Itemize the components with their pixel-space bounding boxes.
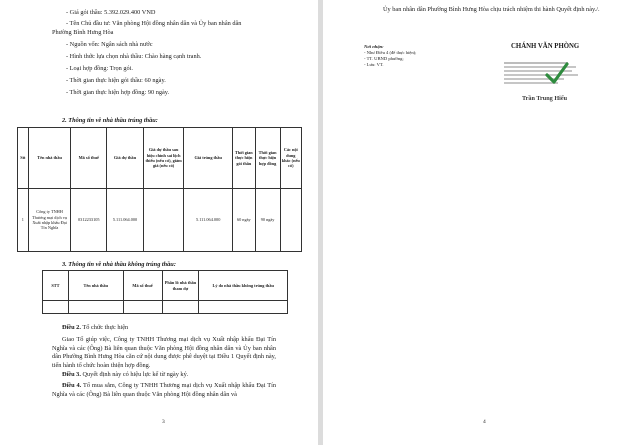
investor-line-cont: Phường Bình Hưng Hòa	[52, 29, 114, 36]
document-page-3	[0, 0, 318, 445]
recipients-heading: Nơi nhận:	[364, 44, 384, 49]
col-header-stt: STT	[43, 271, 69, 301]
article-2-body: Giao Tổ giúp việc, Công ty TNHH Thương mại dịch vụ Xuất nhập khẩu Đại Tín Nghĩa và các (Ông) Bà liên quan thuộc Văn phòng Hội đồng nhân dân và Ủy ban nhân dân Phường Bình Hưng Hòa căn cứ nội dung được phê duyệt tại Điều 1 Quyết định này, tiến hành tổ chức hoàn thiện hợp đồng.	[52, 336, 276, 369]
article-4-label: Điều 4.	[62, 382, 82, 389]
cell-contract-time: 90 ngày	[255, 189, 280, 252]
article-2-title: Tổ chức thực hiện	[82, 324, 129, 331]
signer-title: CHÁNH VĂN PHÒNG	[511, 43, 580, 50]
col-header-bid-price: Giá dự thầu	[107, 128, 144, 189]
recipient-item: - Lưu: VT.	[364, 62, 384, 67]
recipient-item: - TT. UBND phường;	[364, 56, 404, 61]
contract-type-line: - Loại hợp đồng: Trọn gói.	[66, 65, 134, 72]
contract-duration-line: - Thời gian thực hiện hợp đồng: 90 ngày.	[66, 89, 170, 96]
cell-winning-price: 5.111.064.000	[184, 189, 233, 252]
recipient-item: - Như Điều 4 (để thực hiện);	[364, 50, 417, 55]
article-2-heading	[62, 324, 128, 332]
col-header-stt: Stt	[18, 128, 29, 189]
page-number: 3	[162, 419, 165, 425]
article-4	[52, 382, 276, 399]
col-header-lot: Phần lô nhà thầu tham dự	[162, 271, 199, 301]
article-3	[62, 371, 188, 379]
section-2-heading: 2. Thông tin về nhà thầu trúng thầu:	[62, 117, 158, 124]
document-page-4	[323, 0, 640, 445]
cell-bid-price: 5.111.064.000	[107, 189, 144, 252]
col-header-tax-code: Mã số thuế	[123, 271, 162, 301]
funding-line: - Nguồn vốn: Ngân sách nhà nước	[66, 41, 153, 48]
cell-contractor: Công ty TNHH Thương mại dịch vụ Xuất nhập khẩu Đại Tín Nghĩa	[28, 189, 71, 252]
investor-line: - Tên Chủ đầu tư: Văn phòng Hội đồng nhân dân và Ủy ban nhân dân	[66, 20, 242, 27]
cell-package-time: 60 ngày	[233, 189, 256, 252]
table-row	[18, 189, 302, 252]
page-number: 4	[483, 419, 486, 425]
package-duration-line: - Thời gian thực hiện gói thầu: 60 ngày.	[66, 77, 166, 84]
recipients-block	[364, 44, 416, 68]
table-row	[43, 301, 288, 314]
article-3-label: Điều 3.	[62, 371, 81, 378]
col-header-package-time: Thời gian thực hiện gói thầu	[233, 128, 256, 189]
cell-stt: 1	[18, 189, 29, 252]
col-header-adjusted-price: Giá dự thầu sau hiệu chỉnh sai lệch thiếu (nếu có), giảm giá (nếu có)	[143, 128, 183, 189]
col-header-contract-time: Thời gian thực hiện hợp đồng	[255, 128, 280, 189]
col-header-contractor: Tên nhà thầu	[28, 128, 71, 189]
article-4-continuation: Ủy ban nhân dân Phường Bình Hưng Hòa chịu trách nhiệm thi hành Quyết định này./.	[383, 6, 600, 13]
non-winner-table	[42, 270, 288, 314]
winner-table	[17, 127, 302, 252]
article-4-body: Tổ mua sắm, Công ty TNHH Thương mại dịch vụ Xuất nhập khẩu Đại Tín Nghĩa và các (Ông) Bà liên quan thuộc Văn phòng Hội đồng nhân dân và	[52, 382, 276, 398]
cell-tax-code: 0312233105	[71, 189, 107, 252]
digital-signature-stamp	[504, 62, 588, 88]
checkmark-icon	[544, 62, 570, 86]
article-2-label: Điều 2.	[62, 324, 81, 331]
col-header-other: Các nội dung khác (nếu có)	[280, 128, 301, 189]
article-3-body: Quyết định này có hiệu lực kể từ ngày ký.	[82, 371, 189, 378]
col-header-winning-price: Giá trúng thầu	[184, 128, 233, 189]
col-header-reason: Lý do nhà thầu không trúng thầu	[199, 271, 288, 301]
col-header-contractor: Tên nhà thầu	[68, 271, 123, 301]
signer-name: Trần Trung Hiếu	[522, 95, 568, 102]
col-header-tax-code: Mã số thuế	[71, 128, 107, 189]
bid-price-line: - Giá gói thầu: 5.392.029.400 VND	[66, 9, 156, 16]
section-3-heading: 3. Thông tin về nhà thầu không trúng thầu:	[62, 261, 176, 268]
cell-other	[280, 189, 301, 252]
selection-method-line: - Hình thức lựa chọn nhà thầu: Chào hàng cạnh tranh.	[66, 53, 202, 60]
cell-adjusted-price	[143, 189, 183, 252]
